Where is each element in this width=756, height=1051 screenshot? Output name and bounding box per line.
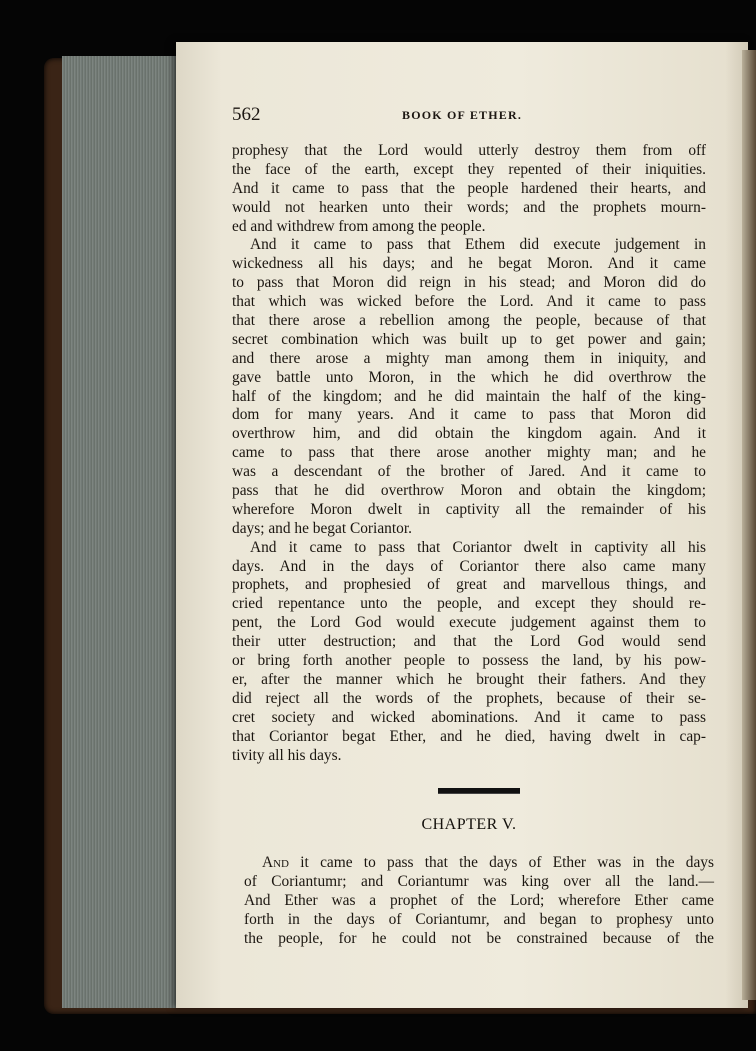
text-line: to pass that Moron did reign in his stead; and Moron did do <box>232 274 706 292</box>
text-line: wherefore Moron dwelt in captivity all the remainder of his <box>232 500 706 518</box>
text-line: And it came to pass that Ethem did execute judgement in <box>250 236 706 254</box>
text-line: came to pass that there arose another mighty man; and he <box>232 444 706 462</box>
text-line: and there arose a mighty man among them in iniquity, and <box>232 349 706 367</box>
chapter-text <box>244 854 714 948</box>
text-line <box>244 854 714 873</box>
text-line: the people, for he could not be constrained because of the <box>244 929 714 947</box>
chapter-line-rest: it came to pass that the days of Ether was in the days <box>289 854 714 871</box>
text-line: or bring forth another people to possess the land, by his pow- <box>232 652 706 670</box>
text-line: that there arose a rebellion among the people, because of that <box>232 312 706 330</box>
text-line: gave battle unto Moron, in the which he did overthrow the <box>232 368 706 386</box>
text-line: was a descendant of the brother of Jared. And it came to <box>232 463 706 481</box>
text-line: pent, the Lord God would execute judgement against them to <box>232 614 706 632</box>
text-line: their utter destruction; and that the Lord God would send <box>232 633 706 651</box>
chapter-lead-word: And <box>262 854 290 871</box>
page-edges <box>62 56 182 1008</box>
chapter-heading: CHAPTER V. <box>421 816 517 833</box>
text-line: tivity all his days. <box>232 746 342 764</box>
text-line: would not hearken unto their words; and the prophets mourn- <box>232 198 706 216</box>
page-header <box>232 104 712 128</box>
text-line: forth in the days of Coriantumr, and began to prophesy unto <box>244 910 714 928</box>
text-line: And it came to pass that the people hardened their hearts, and <box>232 179 706 197</box>
text-line: cret society and wicked abominations. And it came to pass <box>232 708 706 726</box>
text-line: half of the kingdom; and he did maintain the half of the king- <box>232 387 706 405</box>
text-line: prophesy that the Lord would utterly destroy them from off <box>232 142 706 159</box>
text-line: secret combination which was built up to get power and gain; <box>232 330 706 348</box>
text-line: did reject all the words of the prophets, because of their se- <box>232 689 706 707</box>
text-line: the face of the earth, except they repented of their iniquities. <box>232 160 706 178</box>
text-line: of Coriantumr; and Coriantumr was king over all the land.— <box>244 872 714 890</box>
text-line: er, after the manner which he brought their fathers. And they <box>232 670 706 688</box>
running-head: BOOK OF ETHER. <box>402 108 523 122</box>
page-number: 562 <box>232 104 261 125</box>
text-line: overthrow him, and did obtain the kingdom again. And it <box>232 425 706 443</box>
section-divider <box>438 788 520 794</box>
text-line: prophets, and prophesied of great and marvellous things, and <box>232 576 706 594</box>
text-line: cried repentance unto the people, and except they should re- <box>232 595 706 613</box>
text-line: that which was wicked before the Lord. And it came to pass <box>232 293 706 311</box>
text-line: wickedness all his days; and he begat Moron. And it came <box>232 255 706 273</box>
text-line: And Ether was a prophet of the Lord; wherefore Ether came <box>244 891 714 909</box>
text-line: days. And in the days of Coriantor there also came many <box>232 557 706 575</box>
text-line: pass that he did overthrow Moron and obtain the kingdom; <box>232 482 706 500</box>
facing-page-edge <box>742 50 756 1000</box>
text-line: ed and withdrew from among the people. <box>232 217 486 235</box>
text-line: dom for many years. And it came to pass that Moron did <box>232 406 706 424</box>
body-text <box>232 142 706 765</box>
text-line: days; and he begat Coriantor. <box>232 519 412 537</box>
text-line: that Coriantor begat Ether, and he died, having dwelt in cap- <box>232 727 706 745</box>
text-line: And it came to pass that Coriantor dwelt in captivity all his <box>250 538 706 556</box>
